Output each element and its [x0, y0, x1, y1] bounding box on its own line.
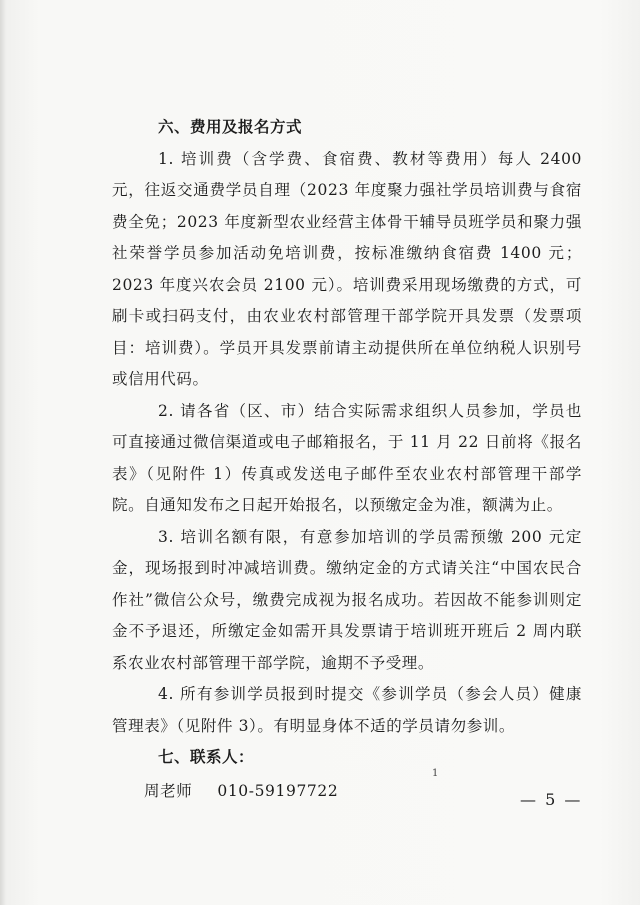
- stray-mark: 1: [432, 768, 439, 779]
- contact-name: 周老师: [144, 781, 193, 800]
- scan-edge-shadow: [0, 0, 6, 905]
- contact-phone: 010-59197722: [217, 781, 339, 800]
- paragraph-fees: 1. 培训费（含学费、食宿费、教材等费用）每人 2400 元，往返交通费学员自理（2023 年度聚力强社学员培训费与食宿费全免；2023 年度新型农业经营主体骨干辅导员班学员和聚力强社荣誉学员参加活动免培训费，按标准缴纳食宿费 1400 元；2023 年度兴农会员 2100 元）。培训费采用现场缴费的方式，可刷卡或扫码支付，由农业农村部管理干部学院开具发票（发票项目：培训费）。学员开具发票前请主动提供所在单位纳税人识别号或信用代码。: [112, 149, 582, 388]
- section-7-heading: 七、联系人：: [158, 748, 255, 766]
- paragraph-health-form: 4. 所有参训学员报到时提交《参训学员（参会人员）健康管理表》（见附件 3）。有明显身体不适的学员请勿参训。: [112, 685, 582, 735]
- page-number: — 5 —: [520, 790, 583, 809]
- paragraph-registration: 2. 请各省（区、市）结合实际需求组织人员参加，学员也可直接通过微信渠道或电子邮箱报名，于 11 月 22 日前将《报名表》（见附件 1）传真或发送电子邮件至农业农村部管理干部学院。自通知发布之日起开始报名，以预缴定金为准，额满为止。: [112, 401, 582, 514]
- document-body: [112, 112, 582, 807]
- section-6-heading: 六、费用及报名方式: [158, 118, 303, 136]
- paragraph-deposit: 3. 培训名额有限，有意参加培训的学员需预缴 200 元定金，现场报到时冲减培训费。缴纳定金的方式请关注“中国农民合作社”微信公众号，缴费完成视为报名成功。若因故不能参训则定金不予退还，所缴定金如需开具发票请于培训班开班后 2 周内联系农业农村部管理干部学院，逾期不予受理。: [112, 527, 582, 672]
- contact-line: [144, 776, 582, 808]
